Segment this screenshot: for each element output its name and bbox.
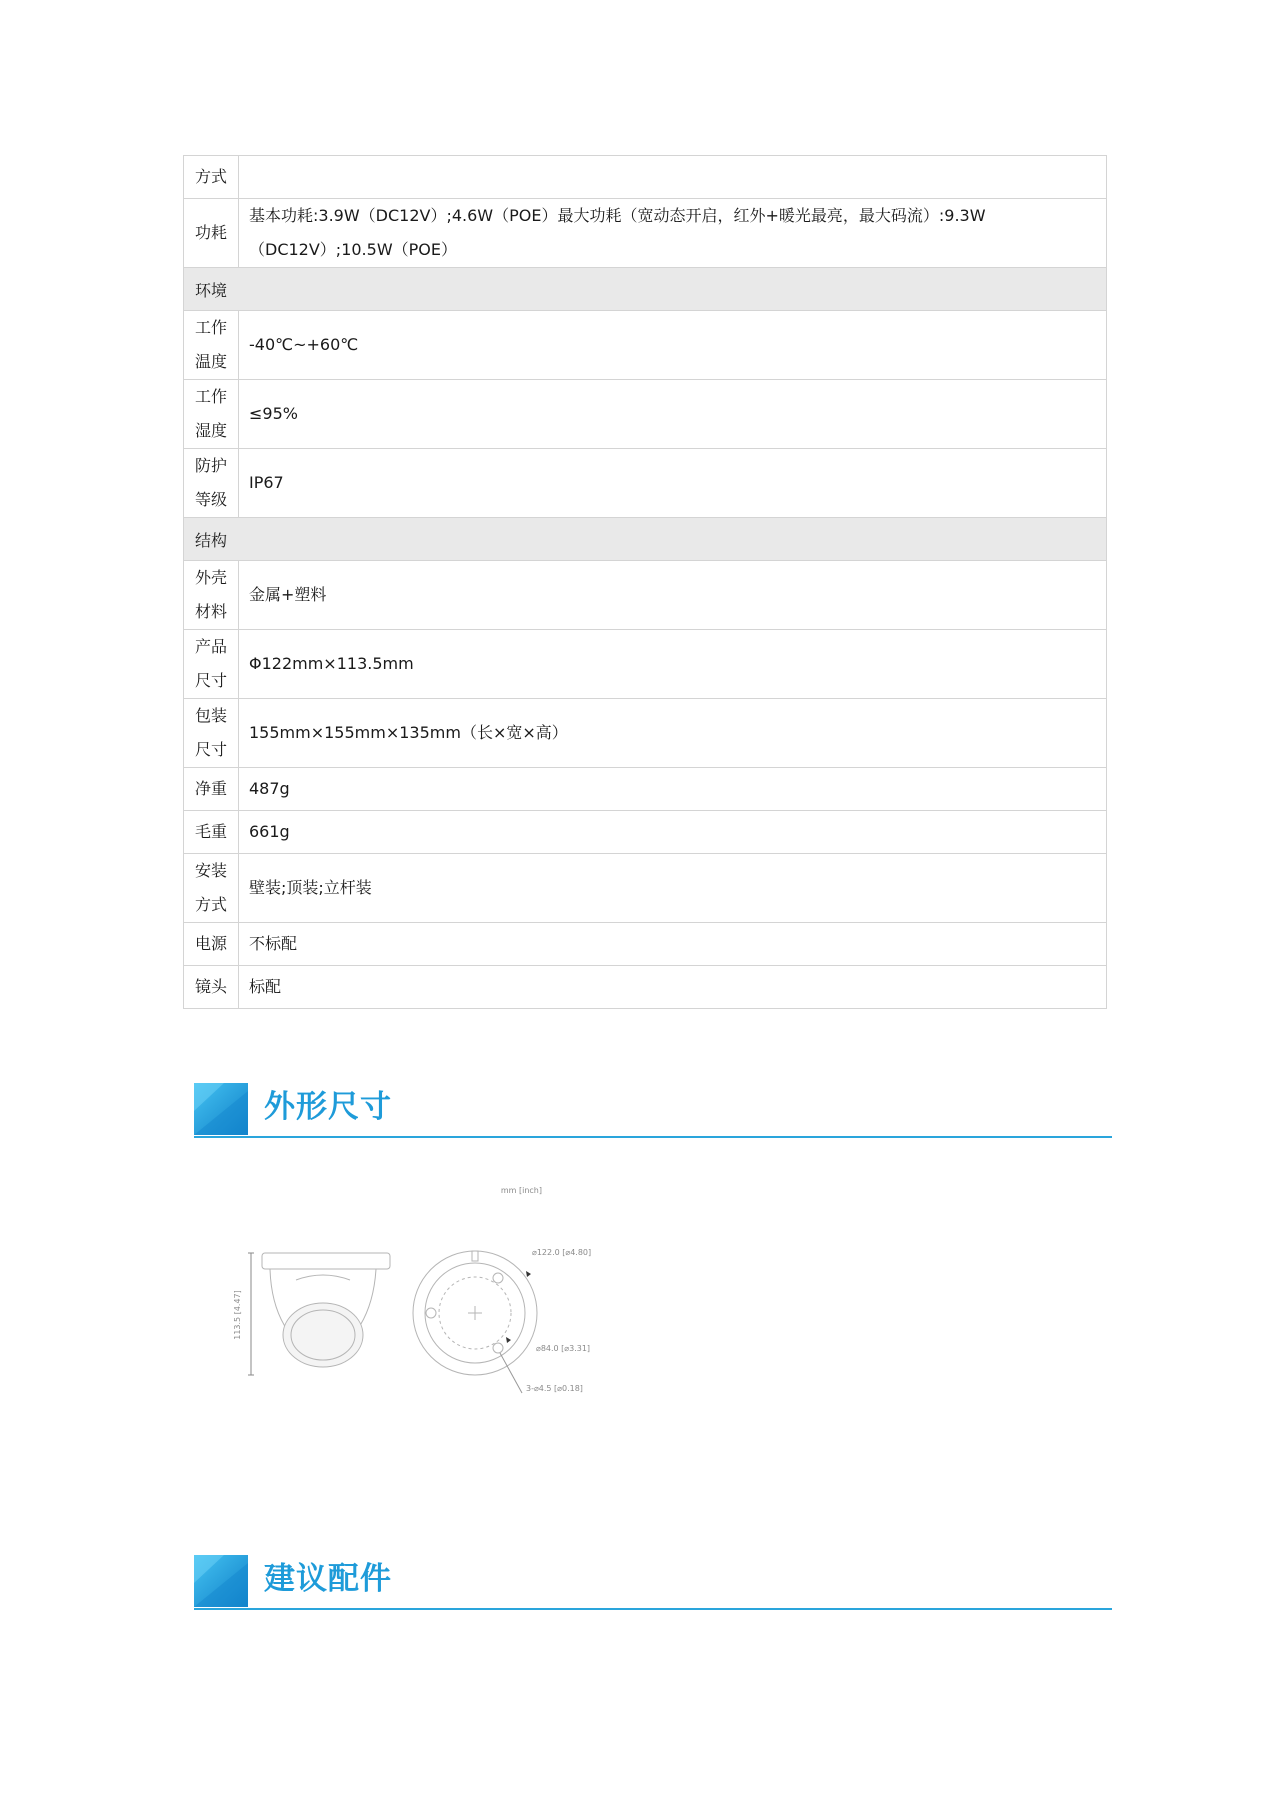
section-title: 建议配件: [264, 1561, 392, 1597]
table-row: [184, 966, 1107, 1009]
table-row: [184, 630, 1107, 699]
top-view: [413, 1251, 537, 1393]
section-row: [184, 518, 1107, 561]
table-row: [184, 768, 1107, 811]
row-value: ≤95%: [239, 380, 1107, 449]
row-value: 壁装;顶装;立杆装: [239, 854, 1107, 923]
row-value: IP67: [239, 449, 1107, 518]
unit-note: mm [inch]: [500, 1186, 542, 1195]
row-value: 487g: [239, 768, 1107, 811]
row-value: [239, 156, 1107, 199]
section-label: 环境: [184, 268, 1107, 311]
section-title: 外形尺寸: [264, 1089, 392, 1125]
row-value: 不标配: [239, 923, 1107, 966]
height-dim-label: 113.5 [4.47]: [233, 1290, 242, 1340]
row-label: 防护等级: [184, 449, 239, 518]
section-marker-icon: [194, 1555, 248, 1607]
hole-dim-label: 3-⌀4.5 [⌀0.18]: [526, 1384, 583, 1393]
table-row: [184, 449, 1107, 518]
table-row: [184, 311, 1107, 380]
accessories-heading: [194, 1555, 1112, 1611]
section-label: 结构: [184, 518, 1107, 561]
section-rule: [194, 1136, 1112, 1138]
row-value: Φ122mm×113.5mm: [239, 630, 1107, 699]
section-row: [184, 268, 1107, 311]
table-row: [184, 380, 1107, 449]
base-dim-label: ⌀84.0 [⌀3.31]: [536, 1344, 591, 1353]
row-label: 方式: [184, 156, 239, 199]
section-rule: [194, 1608, 1112, 1610]
row-label: 外壳材料: [184, 561, 239, 630]
dimensions-heading: [194, 1083, 1112, 1139]
table-row: [184, 811, 1107, 854]
table-row: [184, 854, 1107, 923]
section-marker-icon: [194, 1083, 248, 1135]
row-label: 净重: [184, 768, 239, 811]
row-label: 产品尺寸: [184, 630, 239, 699]
table-row: [184, 699, 1107, 768]
table-row: [184, 199, 1107, 268]
row-label: 工作温度: [184, 311, 239, 380]
dim-arrows: [506, 1271, 531, 1343]
row-value: -40℃~+60℃: [239, 311, 1107, 380]
table-row: [184, 156, 1107, 199]
row-value: 155mm×155mm×135mm（长×宽×高）: [239, 699, 1107, 768]
spec-table: [183, 155, 1107, 1009]
row-value: 标配: [239, 966, 1107, 1009]
dimension-drawing: [230, 1175, 630, 1415]
row-value: 金属+塑料: [239, 561, 1107, 630]
row-label: 毛重: [184, 811, 239, 854]
row-value: 基本功耗:3.9W（DC12V）;4.6W（POE）最大功耗（宽动态开启，红外+暖光最亮，最大码流）:9.3W（DC12V）;10.5W（POE）: [239, 199, 1107, 268]
row-label: 包装尺寸: [184, 699, 239, 768]
row-label: 镜头: [184, 966, 239, 1009]
table-row: [184, 923, 1107, 966]
row-label: 功耗: [184, 199, 239, 268]
side-view: [248, 1253, 390, 1375]
diameter-dim-label: ⌀122.0 [⌀4.80]: [532, 1248, 592, 1257]
table-row: [184, 561, 1107, 630]
row-label: 电源: [184, 923, 239, 966]
row-label: 安装方式: [184, 854, 239, 923]
row-label: 工作湿度: [184, 380, 239, 449]
row-value: 661g: [239, 811, 1107, 854]
